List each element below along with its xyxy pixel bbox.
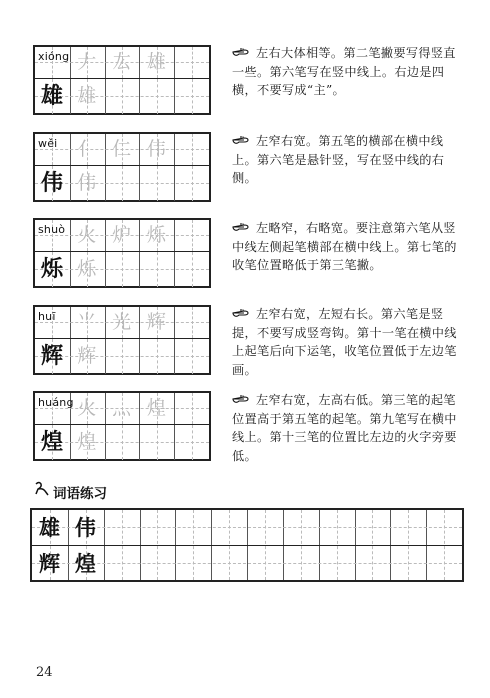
writing-tip: [232, 305, 460, 379]
word-character: 伟: [74, 515, 96, 540]
character-block: [33, 391, 211, 461]
pinyin-label: wěi: [38, 137, 58, 150]
pinyin-label: xióng: [38, 50, 70, 63]
tip-text: 左略窄，右略宽。要注意第六笔从竖中线左侧起笔横部在横中线上。第七笔的收笔位置略低于第三笔撇。: [232, 221, 457, 272]
writing-tip: [232, 219, 460, 275]
character-block: [33, 132, 211, 202]
pointing-hand-icon: [232, 394, 254, 405]
stroke-order-trace: 烁: [146, 224, 166, 246]
word-practice-grid: [30, 508, 464, 582]
model-character: 辉: [40, 343, 63, 369]
stroke-order-trace: 火: [77, 397, 97, 419]
stroke-order-trace: 灬: [112, 397, 132, 419]
model-character: 烁: [40, 256, 63, 282]
stroke-order-trace: 炉: [112, 224, 132, 246]
tracing-row: [35, 220, 209, 251]
word-character: 雄: [39, 515, 60, 540]
character-block: [33, 45, 211, 115]
trace-character: 煌: [77, 431, 97, 453]
tip-text: 左右大体相等。第二笔撇要写得竖直一些。第六笔写在竖中线上。右边是四横，不要写成“主”。: [232, 46, 456, 97]
pointing-hand-icon: [232, 308, 254, 319]
writing-tip: [232, 44, 460, 100]
pointing-hand-icon: [232, 135, 254, 146]
word-character: 辉: [39, 551, 60, 576]
section-title: 词语练习: [53, 486, 107, 502]
stroke-order-trace: 仁: [112, 138, 132, 160]
tip-text: 左窄右宽。第五笔的横部在横中线上。第六笔是悬针竖，写在竖中线的右侧。: [232, 134, 445, 185]
writing-row: [35, 424, 209, 460]
stroke-order-trace: 亻: [77, 138, 97, 160]
character-block: [33, 218, 211, 288]
word-character: 煌: [74, 551, 96, 576]
trace-character: 伟: [77, 172, 97, 194]
stroke-order-trace: 雄: [146, 51, 166, 73]
stroke-order-trace: 𠂇: [77, 51, 97, 73]
tracing-row: [35, 307, 209, 338]
writing-row: [35, 165, 209, 201]
stroke-order-trace: 煌: [146, 397, 166, 419]
stroke-order-trace: 辉: [146, 311, 166, 333]
tracing-row: [35, 134, 209, 165]
tip-text: 左窄右宽，左高右低。第三笔的起笔位置高于第五笔的起笔。第九笔写在横中线上。第十三笔的位置比左边的火字旁要低。: [232, 393, 457, 463]
writing-row: [35, 338, 209, 374]
page-number: 24: [36, 665, 53, 680]
writing-tip: [232, 132, 460, 188]
trace-character: 烁: [77, 258, 97, 280]
pinyin-label: huī: [38, 310, 56, 323]
model-character: 煌: [40, 429, 63, 455]
stroke-order-trace: 光: [112, 311, 132, 333]
model-character: 伟: [40, 170, 63, 196]
stroke-order-trace: ⺌: [77, 311, 97, 333]
model-character: 雄: [40, 83, 63, 109]
writing-row: [35, 251, 209, 287]
trace-character: 雄: [77, 85, 97, 107]
stroke-order-trace: 厷: [112, 51, 132, 73]
pinyin-label: huáng: [38, 396, 74, 409]
stroke-order-trace: 伟: [146, 138, 166, 160]
writing-row: [35, 78, 209, 114]
tracing-row: [35, 393, 209, 424]
writing-tip: [232, 391, 460, 465]
tracing-row: [35, 47, 209, 78]
pointing-hand-icon: [232, 47, 254, 58]
pointing-hand-icon: [232, 222, 254, 233]
stroke-order-trace: 火: [77, 224, 97, 246]
pinyin-label: shuò: [38, 223, 66, 236]
trace-character: 辉: [77, 345, 97, 367]
character-block: [33, 305, 211, 375]
tip-text: 左窄右宽，左短右长。第六笔是竖提，不要写成竖弯钩。第十一笔在横中线上起笔后向下运笔，收笔位置低于左边笔画。: [232, 307, 457, 377]
